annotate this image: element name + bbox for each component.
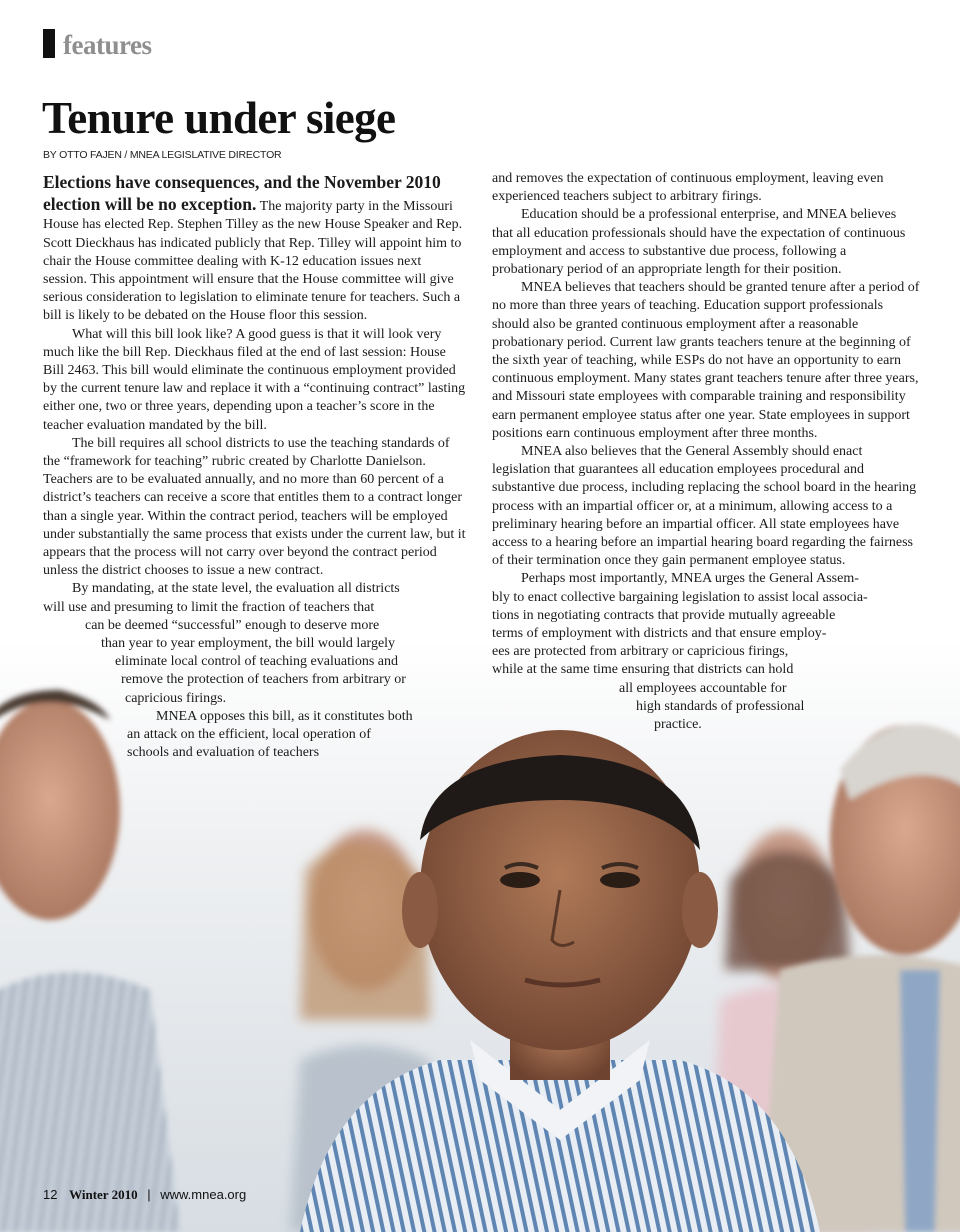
text-line: while at the same time ensuring that districts can hold	[492, 662, 794, 678]
text-line: schools and evaluation of teachers	[127, 745, 320, 761]
wrapped-paragraph	[492, 570, 920, 734]
text-line: bly to enact collective bargaining legislation to assist local associa-	[492, 589, 868, 605]
page-number: 12	[43, 1187, 58, 1202]
lead-paragraph	[43, 172, 468, 326]
wrapped-paragraph	[43, 580, 468, 762]
body-paragraph: MNEA believes that teachers should be granted tenure after a period of no more than three years of teaching. Education support professionals should also be granted continuous employment after a reasonable probationary period. Current law grants teachers tenure at the beginning of the sixth year of teaching, while ESPs do not have an opportunity to earn continuous employment. Many states grant teachers tenure after three years, and Missouri state employees with comparable training and responsibility earn permanent employee status after one year. State employees in support positions earn continuous employment after three months.	[492, 280, 920, 441]
section-label: features	[63, 30, 152, 60]
text-line: will use and presuming to limit the fraction of teachers that	[43, 599, 375, 615]
issue-label: Winter 2010	[69, 1187, 138, 1202]
body-paragraph: What will this bill look like? A good guess is that it will look very much like the bill Rep. Dieckhaus filed at the end of last session: House Bill 2463. This bill would eliminate the continuous employment provided by the current tenure law and replace it with a “continuing contract” lasting either one, two or three years, depending upon a teacher’s score in the teacher evaluation mandated by the bill.	[43, 326, 466, 433]
body-paragraph: MNEA also believes that the General Assembly should enact legislation that guarantees all education employees procedural and substantive due process, including replacing the school board in the hearing process with an impartial officer or, at a minimum, allowing access to a preliminary hearing before an impartial officer. All state employees have access to a hearing before an impartial hearing board regarding the fairness of their termination once they gain permanent employee status.	[492, 444, 917, 569]
text-line: By mandating, at the state level, the evaluation all districts	[72, 581, 400, 597]
lead-body-text: The majority party in the Missouri House has elected Rep. Stephen Tilley as the new House Speaker and Rep. Scott Dieckhaus has indicated publicly that Rep. Tilley will appoint him to chair the House committee dealing with K-12 education issues next session. This appointment will ensure that the House committee will give serious consideration to legislation to eliminate tenure for teachers. Such a bill is likely to be debated on the House floor this session.	[43, 199, 463, 324]
text-line: an attack on the efficient, local operation of	[127, 727, 371, 743]
text-line: can be deemed “successful” enough to deserve more	[85, 617, 380, 633]
text-line: tions in negotiating contracts that provide mutually agreeable	[492, 607, 836, 623]
text-line: terms of employment with districts and that ensure employ-	[492, 626, 827, 642]
text-line: Perhaps most importantly, MNEA urges the General Assem-	[521, 571, 859, 587]
lead-bold-text: Elections have consequences, and the November 2010 election will be no exception.	[43, 172, 441, 215]
text-line: ees are protected from arbitrary or capricious firings,	[492, 644, 789, 660]
text-line: capricious firings.	[125, 690, 227, 706]
text-line: remove the protection of teachers from arbitrary or	[121, 672, 406, 688]
body-paragraph: The bill requires all school districts to use the teaching standards of the “framework for teaching” rubric created by Charlotte Danielson. Teachers are to be evaluated annually, and no more than 60 percent of a district’s teachers can receive a score that entitles them to a contract longer than a single year. Within the contract period, teachers will be employed under substantially the same process that exists under the current law, but it appears that the process will not carry over beyond the contract period unless the district chooses to issue a new contract.	[43, 435, 466, 579]
text-line: high standards of professional	[636, 698, 805, 714]
article-column-left	[43, 172, 468, 763]
byline: BY OTTO FAJEN / MNEA LEGISLATIVE DIRECTOR	[43, 149, 282, 161]
section-marker	[43, 29, 55, 58]
page-footer	[43, 1187, 246, 1203]
text-line: eliminate local control of teaching evaluations and	[115, 654, 399, 670]
footer-separator: |	[147, 1187, 151, 1202]
text-line: practice.	[654, 717, 702, 733]
text-line: MNEA opposes this bill, as it constitutes both	[156, 708, 413, 724]
website-link[interactable]: www.mnea.org	[160, 1187, 247, 1202]
article-column-right	[492, 170, 920, 734]
body-paragraph: and removes the expectation of continuous employment, leaving even experienced teachers subject to arbitrary firings.	[492, 171, 884, 205]
body-paragraph: Education should be a professional enterprise, and MNEA believes that all education professionals should have the expectation of continuous employment and access to substantive due process, following a probationary period of an appropriate length for their position.	[492, 207, 906, 278]
text-line: than year to year employment, the bill would largely	[101, 636, 396, 652]
text-line: all employees accountable for	[619, 680, 787, 696]
article-headline: Tenure under siege	[42, 93, 396, 143]
